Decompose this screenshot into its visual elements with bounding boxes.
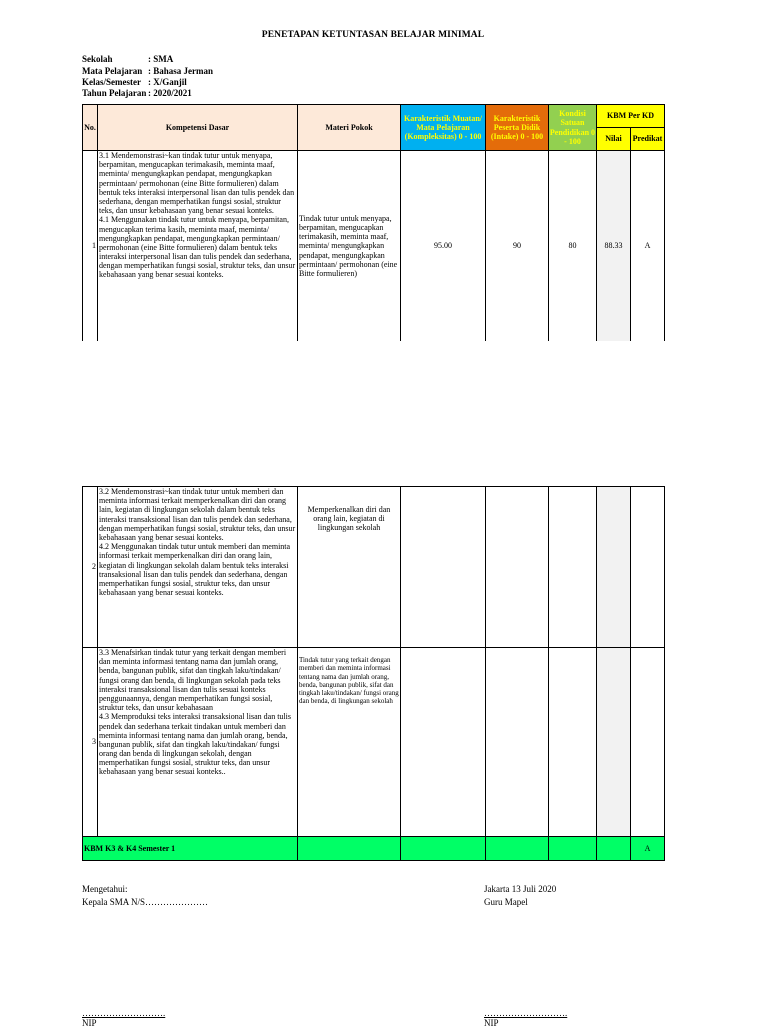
header-kondisi: Kondisi Satuan Pendidikan 0 - 100 bbox=[549, 104, 597, 151]
total-predikat: A bbox=[631, 837, 665, 861]
info-value: : Bahasa Jerman bbox=[148, 66, 213, 76]
row-predikat: A bbox=[631, 151, 665, 341]
row-nilai: 88.33 bbox=[597, 151, 631, 341]
info-value: : X/Ganjil bbox=[148, 77, 187, 87]
signature-line-left: ………………………. bbox=[82, 1008, 166, 1018]
header-predikat: Predikat bbox=[631, 128, 665, 151]
total-materi bbox=[298, 837, 401, 861]
total-label: KBM K3 & K4 Semester 1 bbox=[82, 837, 298, 861]
row-materi-pokok: Tindak tutur untuk menyapa, berpamitan, mengucapkan terimakasih, meminta maaf, meminta/ mengungkapkan pendapat, mengungkapkan permintaan/ permohonan (eine Bitte formulieren) bbox=[298, 151, 401, 341]
row-nilai bbox=[597, 648, 631, 837]
row-no: 1 bbox=[82, 151, 98, 341]
row-kompetensi-dasar: 3.3 Menafsirkan tindak tutur yang terkait dengan memberi dan meminta informasi tentang nama dan jumlah orang, benda, bangunan publik, sifat dan tingkah laku/tindakan/ fungsi orang dan benda, di lingkungan sekolah pada teks interaksi transaksional lisan dan tulis sesuai konteks penggunaannya, dengan memperhatikan fungsi sosial, struktur teks, dan unsur kebahasaan 4.3 Memproduksi teks interaksi transaksional lisan dan tulis pendek dan sederhana terkait tindakan untuk memberi dan meminta informasi tentang nama dan jumlah orang, benda, bangunan publik, sifat dan tingkah laku/tindakan/ fungsi orang dan benda di lingkungan sekolah, dengan memperhatikan fungsi sosial, struktur teks, dan unsur kebahasaan yang benar sesuai konteks.. bbox=[98, 648, 298, 837]
info-label: Mata Pelajaran bbox=[82, 66, 143, 76]
row-materi-pokok: Tindak tutur yang terkait dengan memberi dan meminta informasi tentang nama dan jumlah orang, benda, bangunan publik, sifat dan tingkah laku/tindakan/ fungsi orang dan benda, di lingkungan sekolah bbox=[298, 648, 401, 837]
total-kompleksitas bbox=[401, 837, 486, 861]
row-kondisi bbox=[549, 648, 597, 837]
row-materi-pokok: Memperkenalkan diri dan orang lain, kegiatan di lingkungan sekolah bbox=[298, 486, 401, 648]
info-label: Tahun Pelajaran bbox=[82, 88, 147, 98]
row-kompleksitas: 95.00 bbox=[401, 151, 486, 341]
footer-mengetahui: Mengetahui: bbox=[82, 884, 128, 894]
nip-left: NIP bbox=[82, 1018, 97, 1028]
row-no: 3 bbox=[82, 648, 98, 837]
row-kompetensi-dasar: 3.1 Mendemonstrasi~kan tindak tutur untuk menyapa, berpamitan, mengucapkan terimakasih, meminta maaf, meminta/ mengungkapkan pendapat, mengungkapkan permintaan/ permohonan (eine Bitte formulieren) dalam bentuk teks interaksi interpersonal lisan dan tulis pendek dan sederhana, dengan memperhatikan fungsi sosial, struktur teks, dan unsur kebahasaan yang benar sesuai konteks. 4.1 Menggunakan tindak tutur untuk menyapa, berpamitan, mengucapkan terima kasih, meminta maaf, meminta/ mengungkapkan pendapat, mengungkapkan permintaan/ permohonan (eine Bitte formulieren) dalam bentuk teks interaksi interpersonal lisan dan tulis pendek dan sederhana, dengan memperhatikan fungsi sosial, struktur teks, dan unsur kebahasaan yang benar sesuai konteks. bbox=[98, 151, 298, 341]
header-nilai: Nilai bbox=[597, 128, 631, 151]
footer-kepala-sekolah: Kepala SMA N/S………………… bbox=[82, 897, 208, 907]
total-nilai bbox=[597, 837, 631, 861]
page-title: PENETAPAN KETUNTASAN BELAJAR MINIMAL bbox=[261, 30, 485, 40]
info-value: : 2020/2021 bbox=[148, 88, 192, 98]
row-kompetensi-dasar: 3.2 Mendemonstrasi~kan tindak tutur untuk memberi dan meminta informasi terkait memperkenalkan diri dan orang lain, kegiatan di lingkungan sekolah dalam bentuk teks interaksi transaksional lisan dan tulis pendek dan sederhana, dengan memperhatikan fungsi sosial, struktur teks, dan unsur kebahasaan yang benar sesuai konteks. 4.2 Menggunakan tindak tutur untuk memberi dan meminta informasi terkait memperkenalkan diri dan orang lain, kegiatan di lingkungan sekolah dalam bentuk teks interaksi transaksional lisan dan tulis pendek dan sederhana, dengan memperhatikan fungsi sosial, struktur teks, dan unsur kebahasaan yang benar sesuai konteks. bbox=[98, 486, 298, 648]
row-no: 2 bbox=[82, 486, 98, 648]
header-materi-pokok: Materi Pokok bbox=[298, 104, 401, 151]
total-kondisi bbox=[549, 837, 597, 861]
row-kondisi bbox=[549, 486, 597, 648]
footer-place-date: Jakarta 13 Juli 2020 bbox=[484, 884, 557, 894]
header-kbm-per-kd: KBM Per KD bbox=[597, 104, 665, 128]
row-intake bbox=[486, 486, 549, 648]
info-label: Kelas/Semester bbox=[82, 77, 141, 87]
footer-guru-mapel: Guru Mapel bbox=[484, 897, 528, 907]
row-kondisi: 80 bbox=[549, 151, 597, 341]
row-kompleksitas bbox=[401, 486, 486, 648]
nip-right: NIP bbox=[484, 1018, 499, 1028]
header-kompetensi-dasar: Kompetensi Dasar bbox=[98, 104, 298, 151]
row-intake bbox=[486, 648, 549, 837]
header-intake: Karakteristik Peserta Didik (Intake) 0 - 100 bbox=[486, 104, 549, 151]
row-nilai bbox=[597, 486, 631, 648]
signature-line-right: ………………………. bbox=[484, 1008, 568, 1018]
row-predikat bbox=[631, 648, 665, 837]
info-value: : SMA bbox=[148, 54, 174, 64]
row-predikat bbox=[631, 486, 665, 648]
info-label: Sekolah bbox=[82, 54, 113, 64]
header-kompleksitas: Karakteristik Muatan/ Mata Pelajaran (Kompleksitas) 0 - 100 bbox=[401, 104, 486, 151]
total-intake bbox=[486, 837, 549, 861]
row-kompleksitas bbox=[401, 648, 486, 837]
header-no: No. bbox=[82, 104, 98, 151]
row-intake: 90 bbox=[486, 151, 549, 341]
